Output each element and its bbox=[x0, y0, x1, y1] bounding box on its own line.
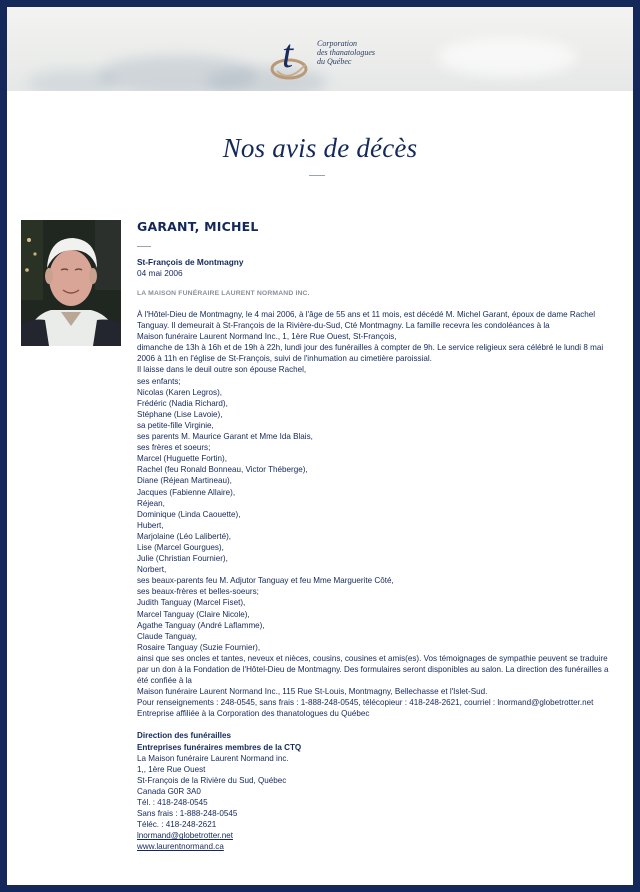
obituary-line: dimanche de 13h à 16h et de 19h à 22h, lundi jour des funérailles à compter de 9h. Le service religieux sera célébré le lundi 8 mai 2006 à 11h en l'église de St-François, suivi de l'inhumation au cimetière paroissial. bbox=[137, 343, 604, 364]
obituary-line: Julie (Christian Fournier), bbox=[137, 554, 228, 564]
deceased-place: St-François de Montmagny bbox=[137, 257, 244, 267]
obituary-line: sa petite-fille Virginie, bbox=[137, 420, 214, 430]
funeral-direction-subheading: Entreprises funéraires membres de la CTQ bbox=[137, 742, 302, 752]
funeral-fax: Téléc. : 418-248-2621 bbox=[137, 820, 217, 830]
obituary-line: ses beaux-parents feu M. Adjutor Tanguay et feu Mme Marguerite Côté, bbox=[137, 576, 394, 586]
deceased-date: 04 mai 2006 bbox=[137, 268, 183, 278]
funeral-website-link[interactable]: www.laurentnormand.ca bbox=[137, 842, 224, 852]
obituary-line: Stéphane (Lise Lavoie), bbox=[137, 409, 223, 419]
obituary-line: Dominique (Linda Caouette), bbox=[137, 509, 241, 519]
obituary-line: Il laisse dans le deuil outre son épouse Rachel, bbox=[137, 365, 307, 375]
funeral-home-label: LA MAISON FUNÉRAIRE LAURENT NORMAND INC. bbox=[137, 290, 310, 297]
obituary-line: Frédéric (Nadia Richard), bbox=[137, 398, 228, 408]
obituary-line: ses frères et soeurs; bbox=[137, 443, 211, 453]
obituary-text bbox=[137, 309, 617, 719]
deceased-name: GARANT, MICHEL bbox=[137, 219, 259, 234]
obituary-line: Agathe Tanguay (André Laflamme), bbox=[137, 620, 265, 630]
obituary-line: Norbert, bbox=[137, 565, 167, 575]
obituary-line: Réjean, bbox=[137, 498, 165, 508]
logo-line: des thanatologues bbox=[317, 48, 375, 57]
title-divider bbox=[309, 175, 325, 176]
funeral-direction-heading: Direction des funérailles bbox=[137, 731, 232, 741]
obituary-line: ses enfants; bbox=[137, 376, 181, 386]
funeral-address-2: St-François de la Rivière du Sud, Québec bbox=[137, 775, 287, 785]
obituary-line: ses beaux-frères et belles-soeurs; bbox=[137, 587, 259, 597]
logo-line: Corporation bbox=[317, 39, 358, 48]
funeral-phone: Tél. : 418-248-0545 bbox=[137, 798, 208, 808]
obituary-line: Diane (Réjean Martineau), bbox=[137, 476, 232, 486]
funeral-address-1: 1,, 1ère Rue Ouest bbox=[137, 764, 206, 774]
obituary-line: Claude Tanguay, bbox=[137, 631, 197, 641]
obituary-line: Marcel Tanguay (Claire Nicole), bbox=[137, 609, 250, 619]
obituary-line: ses parents M. Maurice Garant et Mme Ida Blais, bbox=[137, 432, 313, 442]
funeral-postal: Canada G0R 3A0 bbox=[137, 786, 201, 796]
site-header bbox=[7, 7, 633, 91]
deceased-photo bbox=[21, 220, 121, 346]
obituary-line: Lise (Marcel Gourgues), bbox=[137, 542, 224, 552]
obituary-line: Judith Tanguay (Marcel Fiset), bbox=[137, 598, 246, 608]
name-divider bbox=[137, 246, 151, 247]
ctq-logo[interactable] bbox=[265, 25, 415, 81]
obituary-line: Rosaire Tanguay (Suzie Fournier), bbox=[137, 642, 261, 652]
obituary-line: Jacques (Fabienne Allaire), bbox=[137, 487, 236, 497]
logo-line: du Québec bbox=[317, 57, 352, 66]
obituary-line: Pour renseignements : 248-0545, sans frais : 1-888-248-0545, télécopieur : 418-248-2621, courriel : lnormand@globetrotter.net bbox=[137, 698, 594, 708]
obituary-line: Nicolas (Karen Legros), bbox=[137, 387, 223, 397]
obituary-line: Marcel (Huguette Fortin), bbox=[137, 454, 227, 464]
funeral-tollfree: Sans frais : 1-888-248-0545 bbox=[137, 809, 238, 819]
obituary-line: Marjolaine (Léo Laliberté), bbox=[137, 531, 232, 541]
page-title: Nos avis de décès bbox=[222, 133, 418, 163]
obituary-line: ainsi que ses oncles et tantes, neveux et nièces, cousins, cousines et amis(es). Vos témoignages de sympathie peuvent se traduire par un don à la Fondation de l'Hôtel-Dieu de Montmagny. Des formulaires seront disponibles au salon. La direction des funérailles a été confiée à la bbox=[137, 653, 609, 686]
obituary-line: Maison funéraire Laurent Normand Inc., 1, 1ère Rue Ouest, St-François, bbox=[137, 332, 397, 342]
obituary-line: Entreprise affiliée à la Corporation des thanatologues du Québec bbox=[137, 709, 370, 719]
logo-wordmark bbox=[317, 39, 375, 66]
ctq-logo-icon bbox=[265, 25, 315, 81]
obituary-content bbox=[137, 219, 617, 853]
funeral-company: La Maison funéraire Laurent Normand inc. bbox=[137, 753, 289, 763]
funeral-direction bbox=[137, 730, 617, 852]
obituary-line: Maison funéraire Laurent Normand Inc., 115 Rue St-Louis, Montmagny, Bellechasse et l'Islet-Sud. bbox=[137, 687, 488, 697]
funeral-email-link[interactable]: lnormand@globetrotter.net bbox=[137, 831, 233, 841]
logo-letter: t bbox=[282, 31, 294, 76]
obituary-line: Hubert, bbox=[137, 520, 164, 530]
obituary-line: À l'Hôtel-Dieu de Montmagny, le 4 mai 2006, à l'âge de 55 ans et 11 mois, est décédé M. Michel Garant, époux de dame Rachel Tanguay. Il demeurait à St-François de la Rivière-du-Sud, Cté Montmagny. La famille recevra les condoléances à la bbox=[137, 310, 596, 331]
obituary-line: Rachel (feu Ronald Bonneau, Victor Théberge), bbox=[137, 465, 308, 475]
